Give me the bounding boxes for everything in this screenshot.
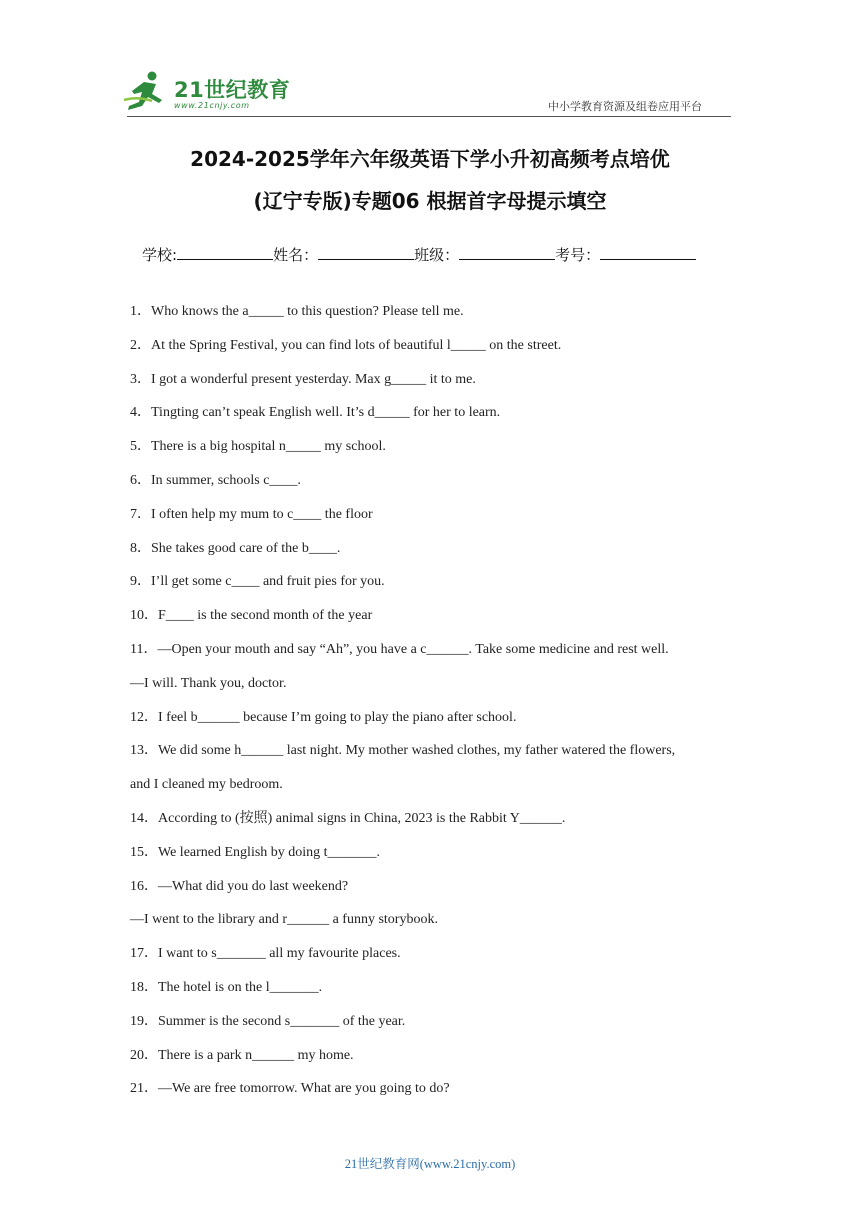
logo <box>122 70 292 116</box>
question-line: 16．—What did you do last weekend? <box>130 878 349 894</box>
question-line: 14．According to (按照) animal signs in China, 2023 is the Rabbit Y______. <box>130 810 566 826</box>
page-header <box>0 0 860 125</box>
question-line: and I cleaned my bedroom. <box>130 777 283 793</box>
name-blank[interactable] <box>318 245 414 260</box>
question-line: 4．Tingting can’t speak English well. It’s d_____ for her to learn. <box>130 405 501 421</box>
class-label: 班级： <box>414 246 460 264</box>
question-line: 17．I want to s_______ all my favourite places. <box>130 946 401 962</box>
question-line: 7．I often help my mum to c____ the floor <box>130 506 373 522</box>
question-line: 15．We learned English by doing t_______. <box>130 844 381 860</box>
question-line: 18．The hotel is on the l_______. <box>130 979 323 995</box>
school-blank[interactable] <box>177 245 273 260</box>
logo-url: www.21cnjy.com <box>174 101 250 110</box>
question-line: 8．She takes good care of the b____. <box>130 540 341 556</box>
page-title-line1: 2024-2025学年六年级英语下学小升初高频考点培优 <box>190 147 670 171</box>
question-line: 21．—We are free tomorrow. What are you going to do? <box>130 1081 450 1097</box>
student-info-fields <box>142 244 696 265</box>
question-line: 13．We did some h______ last night. My mother washed clothes, my father watered the flowers, <box>130 743 676 759</box>
question-line: 1．Who knows the a_____ to this question? Please tell me. <box>130 304 464 319</box>
question-line: 2．At the Spring Festival, you can find lots of beautiful l_____ on the street. <box>130 337 562 353</box>
question-line: 20．There is a park n______ my home. <box>130 1047 354 1063</box>
question-line: 12．I feel b______ because I’m going to play the piano after school. <box>130 709 517 725</box>
question-line: 3．I got a wonderful present yesterday. Max g_____ it to me. <box>130 371 476 387</box>
logo-text: 21世纪教育 <box>174 78 291 102</box>
header-divider <box>127 116 731 117</box>
question-line: 10．F____ is the second month of the year <box>130 608 373 624</box>
name-label: 姓名： <box>273 246 319 264</box>
page-title-line2: (辽宁专版)专题06 根据首字母提示填空 <box>253 189 607 213</box>
school-label: 学校: <box>142 246 178 264</box>
class-blank[interactable] <box>459 245 555 260</box>
exam-number-blank[interactable] <box>600 245 696 260</box>
footer-link[interactable]: 21世纪教育网(www.21cnjy.com) <box>344 1157 516 1171</box>
runner-logo-icon <box>122 70 174 114</box>
platform-name: 中小学教育资源及组卷应用平台 <box>548 100 702 113</box>
question-line: 11．—Open your mouth and say “Ah”, you have a c______. Take some medicine and rest well. <box>130 641 669 657</box>
exam-number-label: 考号： <box>555 246 601 264</box>
question-line: —I went to the library and r______ a funny storybook. <box>130 912 438 928</box>
question-list <box>130 295 740 1106</box>
question-line: 9．I’ll get some c____ and fruit pies for you. <box>130 574 385 590</box>
question-line: 6．In summer, schools c____. <box>130 472 301 488</box>
question-line: 19．Summer is the second s_______ of the year. <box>130 1013 406 1029</box>
question-line: 5．There is a big hospital n_____ my school. <box>130 439 386 455</box>
question-line: —I will. Thank you, doctor. <box>130 675 287 691</box>
